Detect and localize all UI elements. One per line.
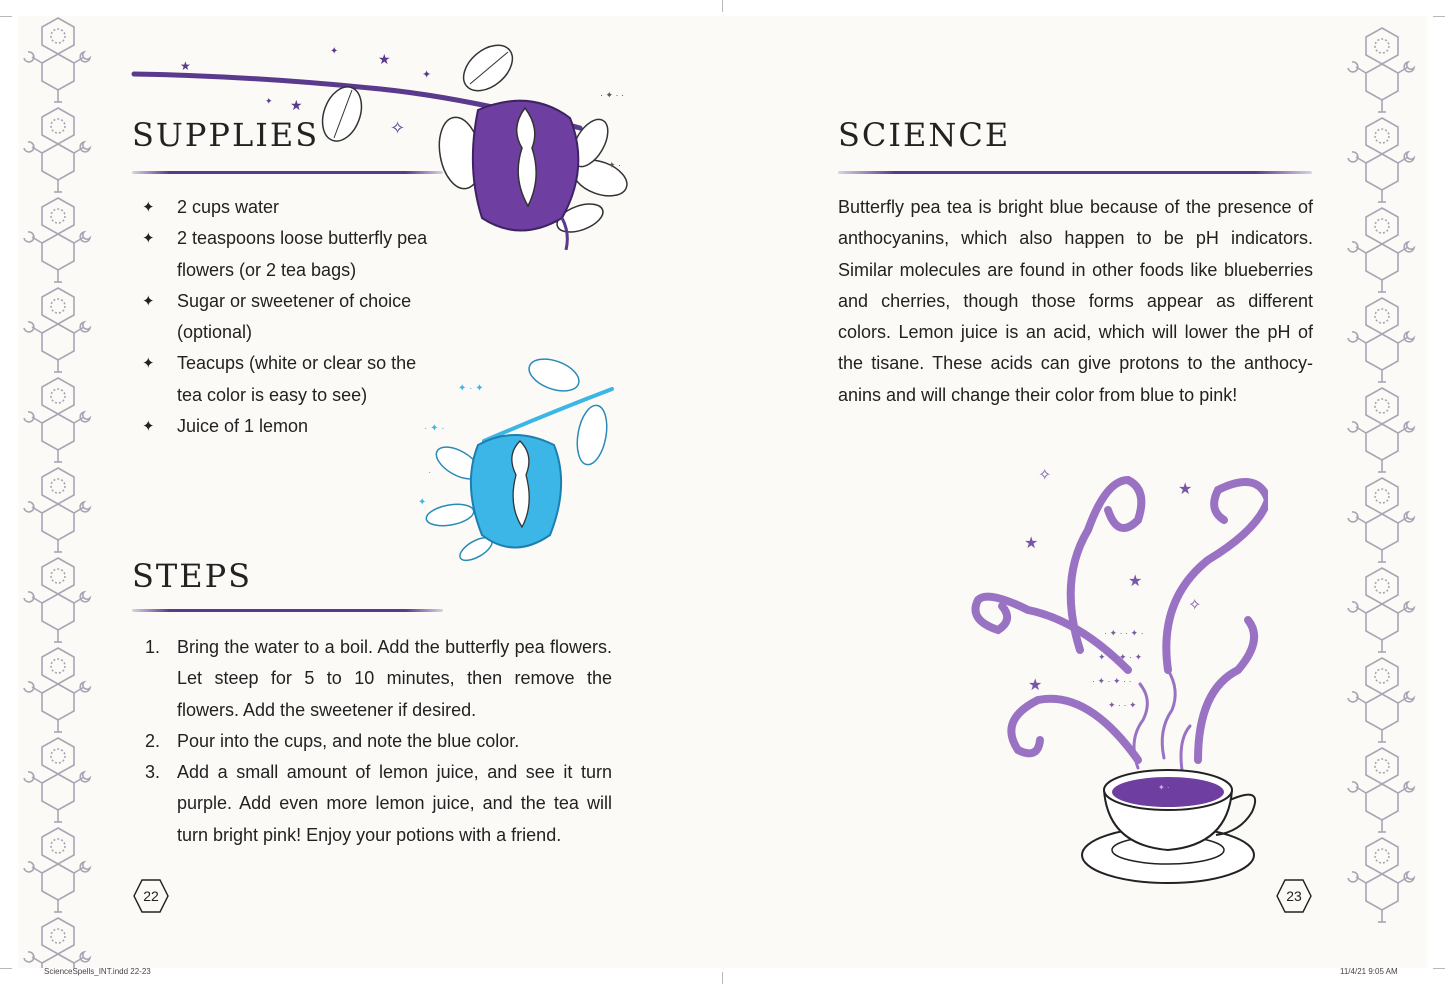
list-item — [132, 726, 612, 757]
science-heading: SCIENCE — [838, 116, 1011, 154]
svg-text:★: ★ — [1178, 481, 1193, 498]
steps-heading-rule — [132, 609, 443, 612]
svg-text:★: ★ — [1128, 573, 1143, 590]
bullet-star-icon: ✦ — [142, 230, 155, 248]
steps-list — [132, 632, 612, 851]
step-text: Pour into the cups, and note the blue color. — [177, 730, 520, 751]
list-item — [132, 286, 425, 349]
bullet-star-icon: ✦ — [142, 292, 155, 310]
svg-text:· ✦ ·: · ✦ · — [424, 423, 445, 434]
svg-text:✦ · · ✦: ✦ · · ✦ — [1108, 700, 1137, 710]
bullet-star-icon: ✦ — [142, 199, 155, 216]
blue-butterfly-pea-flower-illustration — [414, 355, 614, 565]
page-number-right — [1276, 878, 1312, 914]
supply-text: Sugar or sweetener of choice (optional) — [177, 290, 412, 343]
svg-text:✧: ✧ — [1038, 467, 1052, 484]
step-text: Add a small amount of lemon juice, and see it turn purple. Add even more lemon juice, and the tea will turn bright pink! Enjoy your potions with a friend. — [177, 762, 612, 845]
bullet-star-icon: ✦ — [142, 355, 155, 373]
svg-text:✦ ·: ✦ · — [608, 160, 622, 170]
steps-heading: STEPS — [132, 557, 253, 595]
step-number: 3. — [145, 762, 161, 783]
svg-text:★: ★ — [378, 51, 391, 67]
hexagon-moon-border-left — [18, 16, 100, 968]
svg-text:· ✦ · ·: · ✦ · · — [600, 90, 625, 100]
svg-text:★: ★ — [290, 97, 303, 113]
step-number: 1. — [145, 637, 161, 657]
page-number-left — [133, 878, 169, 914]
step-number: 2. — [145, 730, 161, 751]
svg-text:✦ · ✦: ✦ · ✦ — [458, 383, 484, 394]
svg-text:·: · — [428, 467, 432, 478]
list-item — [132, 348, 439, 411]
list-item — [132, 411, 452, 442]
svg-text:· ✦ · · ✦ ·: · ✦ · · ✦ · — [1104, 628, 1144, 638]
page-number-text: 23 — [1286, 888, 1302, 904]
science-body: Butterfly pea tea is bright blue because of the presence of anthocyanins, which also happen to be pH indicators. Similar molecules are found in other foods like blueberries and cherries, though those forms appear as different colors. Lemon juice is an acid, which will lower the pH of the tisane. These acids can give protons to the anthocyanins and will change their color from blue to pink! — [838, 197, 1313, 405]
slug-right: 11/4/21 9:05 AM — [1340, 967, 1398, 976]
svg-text:★: ★ — [1028, 677, 1043, 694]
supply-text: Teacups (white or clear so the tea color is easy to see) — [177, 353, 417, 405]
page-number-text: 22 — [143, 888, 159, 904]
step-text: Bring the water to a boil. Add the butterfly pea flowers. Let steep for 5 to 10 minutes, then remove the flowers. Add the sweetener if desired. — [177, 637, 612, 720]
hexagon-moon-border-right — [1336, 16, 1418, 968]
supply-text: Juice of 1 lemon — [177, 416, 309, 437]
science-heading-rule — [838, 171, 1312, 174]
svg-text:✦: ✦ — [418, 497, 427, 508]
steaming-teacup-illustration — [968, 440, 1268, 888]
svg-text:✦: ✦ — [422, 69, 432, 81]
bullet-star-icon: ✦ — [142, 418, 155, 436]
purple-butterfly-pea-flower-illustration — [130, 38, 640, 250]
supply-text: 2 teaspoons loose butterfly pea flowers (or 2 tea bags) — [177, 228, 428, 280]
svg-text:★: ★ — [180, 59, 191, 73]
slug-left: ScienceSpells_INT.indd 22-23 — [44, 967, 151, 976]
svg-text:✧: ✧ — [1188, 597, 1202, 614]
svg-text:✦: ✦ — [265, 96, 273, 106]
list-item — [132, 757, 612, 851]
svg-text:✦ ·: ✦ · — [1158, 783, 1170, 792]
svg-text:✧: ✧ — [390, 118, 406, 138]
svg-text:· ✦ · ✦ · ·: · ✦ · ✦ · · — [1092, 676, 1132, 686]
supply-text: 2 cups water — [177, 197, 280, 217]
list-item — [132, 632, 612, 726]
supplies-heading: SUPPLIES — [132, 116, 320, 154]
svg-text:✦: ✦ — [330, 46, 339, 57]
svg-text:★: ★ — [1024, 535, 1039, 552]
svg-text:✦ · · ✦ · ✦: ✦ · · ✦ · ✦ — [1098, 652, 1143, 662]
